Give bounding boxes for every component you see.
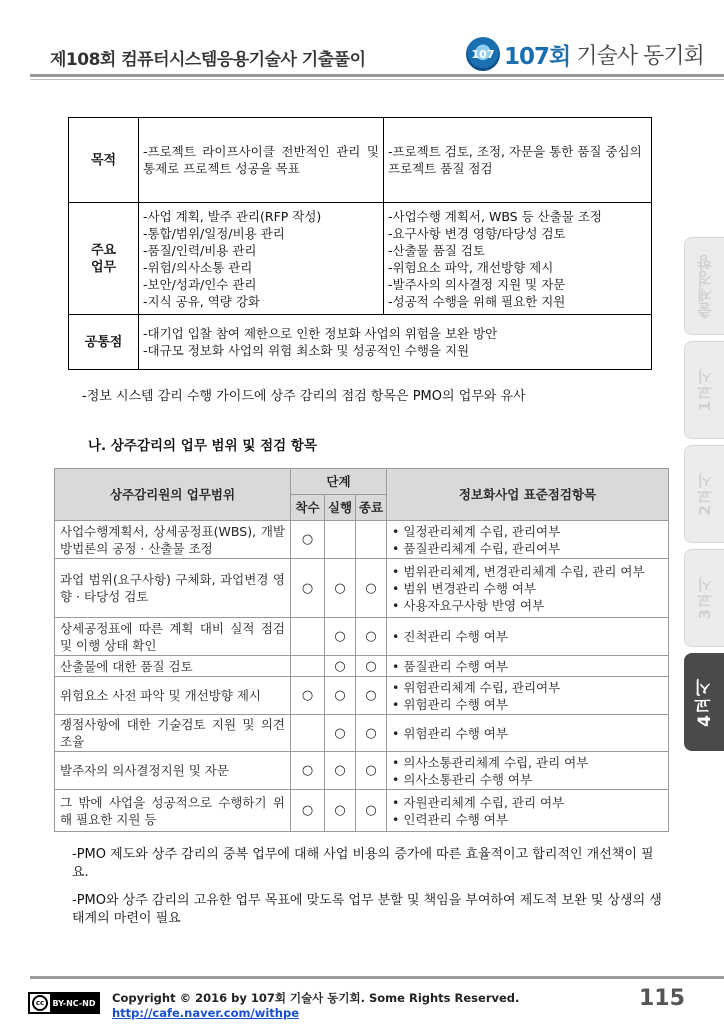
stage-mark-cell xyxy=(291,618,325,656)
stage-mark-cell xyxy=(291,790,325,832)
table-row xyxy=(69,315,652,370)
stage-mark-cell xyxy=(291,656,325,677)
table-row xyxy=(55,715,669,752)
check-item: • 범위 변경관리 수행 여부 xyxy=(392,580,663,597)
check-item: • 품질관리체계 수립, 관리여부 xyxy=(392,540,663,557)
header-divider-thin xyxy=(30,79,724,80)
check-item: • 품질관리 수행 여부 xyxy=(392,658,663,675)
stage-mark-cell xyxy=(325,618,356,656)
pmo-cell: -사업 계획, 발주 관리(RFP 작성) -통합/범위/일정/비용 관리 -품질/인력/비용 관리 -위험/의사소통 관리 -보안/성과/인수 관리 -지식 공유, 역량 강화 xyxy=(139,203,384,315)
check-cell xyxy=(387,677,669,715)
cc-license-badge xyxy=(28,992,100,1014)
check-item: • 의사소통관리체계 수립, 관리 여부 xyxy=(392,754,663,771)
circle-mark-icon: ○ xyxy=(365,688,377,703)
check-item: • 자원관리체계 수립, 관리 여부 xyxy=(392,794,663,811)
document-title: 제108회 컴퓨터시스템응용기술사 기출풀이 xyxy=(50,50,366,70)
section-title: 나. 상주감리의 업무 범위 및 점검 항목 xyxy=(88,438,317,454)
stage-mark-cell xyxy=(356,677,387,715)
check-cell xyxy=(387,790,669,832)
stage-mark-cell xyxy=(325,656,356,677)
row-head: 공통점 xyxy=(69,315,139,370)
circle-mark-icon: ○ xyxy=(365,580,377,596)
table-row xyxy=(55,677,669,715)
side-tab-label: 2교시 xyxy=(696,472,714,516)
circle-mark-icon: ○ xyxy=(365,725,377,741)
check-cell xyxy=(387,521,669,559)
scope-cell: 사업수행계획서, 상세공정표(WBS), 개발방법론의 공정 · 산출물 조정 xyxy=(55,521,291,559)
header-divider xyxy=(30,74,724,77)
circle-mark-icon: ○ xyxy=(334,658,346,674)
check-cell xyxy=(387,656,669,677)
circle-mark-icon: ○ xyxy=(301,532,314,547)
stage-mark-cell xyxy=(325,559,356,618)
circle-mark-icon: ○ xyxy=(301,803,314,818)
check-item: • 위험관리 수행 여부 xyxy=(392,725,663,742)
check-item: • 위험관리 수행 여부 xyxy=(392,696,663,713)
stage-mark-cell xyxy=(291,677,325,715)
stage-mark-cell xyxy=(325,715,356,752)
audit-cell: -프로젝트 검토, 조정, 자문을 통한 품질 중심의 프로젝트 품질 점검 xyxy=(384,118,652,203)
closing-note: -PMO 제도와 상주 감리의 중복 업무에 대해 사업 비용의 증가에 따른 효율적이고 합리적인 개선책이 필요. xyxy=(72,847,654,880)
check-cell xyxy=(387,715,669,752)
row-head: 목적 xyxy=(69,118,139,203)
stage-end-header: 종료 xyxy=(356,495,387,521)
brand-logo-group xyxy=(466,36,704,72)
common-cell: -대기업 입찰 참여 제한으로 인한 정보화 사업의 위험을 보완 방안 -대규모 정보화 사업의 위험 최소화 및 성공적인 수행을 지원 xyxy=(139,315,652,370)
circle-mark-icon: ○ xyxy=(301,580,314,596)
circle-mark-icon: ○ xyxy=(365,763,377,778)
side-tab-label: 1교시 xyxy=(696,368,714,412)
stage-mark-cell xyxy=(356,752,387,790)
check-item: • 사용자요구사항 반영 여부 xyxy=(392,597,663,614)
stage-mark-cell xyxy=(325,521,356,559)
circle-mark-icon: ○ xyxy=(334,725,346,741)
side-tab[interactable] xyxy=(684,549,724,647)
scope-cell: 상세공정표에 따른 계획 대비 실적 점검 및 이행 상태 확인 xyxy=(55,618,291,656)
row-head: 주요 업무 xyxy=(69,203,139,315)
check-cell xyxy=(387,559,669,618)
scope-cell: 위험요소 사전 파악 및 개선방향 제시 xyxy=(55,677,291,715)
side-tab[interactable] xyxy=(684,653,724,751)
copyright-text: Copyright © 2016 by 107회 기술사 동기회. Some Rights Reserved. xyxy=(112,991,520,1005)
scope-cell: 발주자의 의사결정지원 및 자문 xyxy=(55,752,291,790)
stage-mark-cell xyxy=(356,790,387,832)
table-row xyxy=(55,752,669,790)
side-tab[interactable] xyxy=(684,445,724,543)
circle-mark-icon: ○ xyxy=(334,580,346,596)
table-row xyxy=(55,618,669,656)
check-cell xyxy=(387,618,669,656)
check-cell xyxy=(387,752,669,790)
emblem-icon: 107 xyxy=(466,37,500,71)
cc-icon: cc xyxy=(32,995,48,1011)
circle-mark-icon: ○ xyxy=(334,763,346,778)
check-item: • 위험관리체계 수립, 관리여부 xyxy=(392,679,663,696)
circle-mark-icon: ○ xyxy=(301,688,314,703)
pmo-comparison-table xyxy=(68,117,652,370)
stage-mark-cell xyxy=(325,790,356,832)
circle-mark-icon: ○ xyxy=(365,803,377,818)
license-label: BY-NC-ND xyxy=(50,994,98,1012)
scope-cell: 쟁점사항에 대한 기술검토 지원 및 의견조율 xyxy=(55,715,291,752)
circle-mark-icon: ○ xyxy=(301,763,314,778)
circle-mark-icon: ○ xyxy=(365,658,377,674)
table-row xyxy=(69,203,652,315)
stage-mark-cell xyxy=(356,521,387,559)
stage-header: 단계 xyxy=(291,469,387,495)
stage-exec-header: 실행 xyxy=(325,495,356,521)
stage-mark-cell xyxy=(356,559,387,618)
brand-text: 기술사 동기회 xyxy=(576,43,704,69)
check-item: • 일정관리체계 수립, 관리여부 xyxy=(392,523,663,540)
side-tab[interactable] xyxy=(684,341,724,439)
circle-mark-icon: ○ xyxy=(334,803,346,818)
stage-mark-cell xyxy=(291,521,325,559)
circle-mark-icon: ○ xyxy=(334,629,346,644)
side-tab-label: 3교시 xyxy=(696,576,714,620)
side-tab-label: 출제경향 xyxy=(696,254,714,318)
scope-cell: 과업 범위(요구사항) 구체화, 과업변경 영향 · 타당성 검토 xyxy=(55,559,291,618)
table-row xyxy=(55,790,669,832)
circle-mark-icon: ○ xyxy=(365,629,377,644)
stage-mark-cell xyxy=(291,715,325,752)
closing-note: -PMO와 상주 감리의 고유한 업무 목표에 맞도록 업무 분할 및 책임을 부여하여 제도적 보완 및 상생의 생태계의 마련이 필요 xyxy=(72,893,662,926)
stage-mark-cell xyxy=(291,559,325,618)
check-item: • 진척관리 수행 여부 xyxy=(392,628,663,645)
stage-mark-cell xyxy=(325,677,356,715)
audit-cell: -사업수행 계획서, WBS 등 산출물 조정 -요구사항 변경 영향/타당성 검토 -산출물 품질 검토 -위험요소 파악, 개선방향 제시 -발주사의 의사결정 지원 및 자문 -성공적 수행을 위해 필요한 지원 xyxy=(384,203,652,315)
stage-mark-cell xyxy=(356,618,387,656)
stage-mark-cell xyxy=(291,752,325,790)
scope-header: 상주감리원의 업무범위 xyxy=(55,469,291,521)
check-header: 정보화사업 표준점검항목 xyxy=(387,469,669,521)
closing-notes xyxy=(72,846,666,938)
scope-cell: 그 밖에 사업을 성공적으로 수행하기 위해 필요한 지원 등 xyxy=(55,790,291,832)
table-row xyxy=(55,559,669,618)
check-item: • 인력관리 수행 여부 xyxy=(392,811,663,828)
stage-start-header: 착수 xyxy=(291,495,325,521)
brand-number: 107회 xyxy=(504,43,571,70)
cafe-link[interactable]: http://cafe.naver.com/withpe xyxy=(112,1006,299,1020)
audit-scope-table xyxy=(54,468,669,832)
table-row xyxy=(55,656,669,677)
circle-mark-icon: ○ xyxy=(334,688,346,703)
stage-mark-cell xyxy=(356,656,387,677)
side-tab[interactable] xyxy=(684,237,724,335)
footer-divider xyxy=(30,976,724,979)
stage-mark-cell xyxy=(356,715,387,752)
table-row xyxy=(55,521,669,559)
check-item: • 의사소통관리 수행 여부 xyxy=(392,771,663,788)
note-text: -정보 시스템 감리 수행 가이드에 상주 감리의 점검 항목은 PMO의 업무와 유사 xyxy=(82,389,526,404)
pmo-cell: -프로젝트 라이프사이클 전반적인 관리 및 통제로 프로젝트 성공을 목표 xyxy=(139,118,384,203)
stage-mark-cell xyxy=(325,752,356,790)
table-row xyxy=(69,118,652,203)
side-tab-label: 4교시 xyxy=(695,677,715,727)
check-item: • 범위관리체계, 변경관리체계 수립, 관리 여부 xyxy=(392,563,663,580)
scope-cell: 산출물에 대한 품질 검토 xyxy=(55,656,291,677)
page-number: 115 xyxy=(639,986,685,1011)
